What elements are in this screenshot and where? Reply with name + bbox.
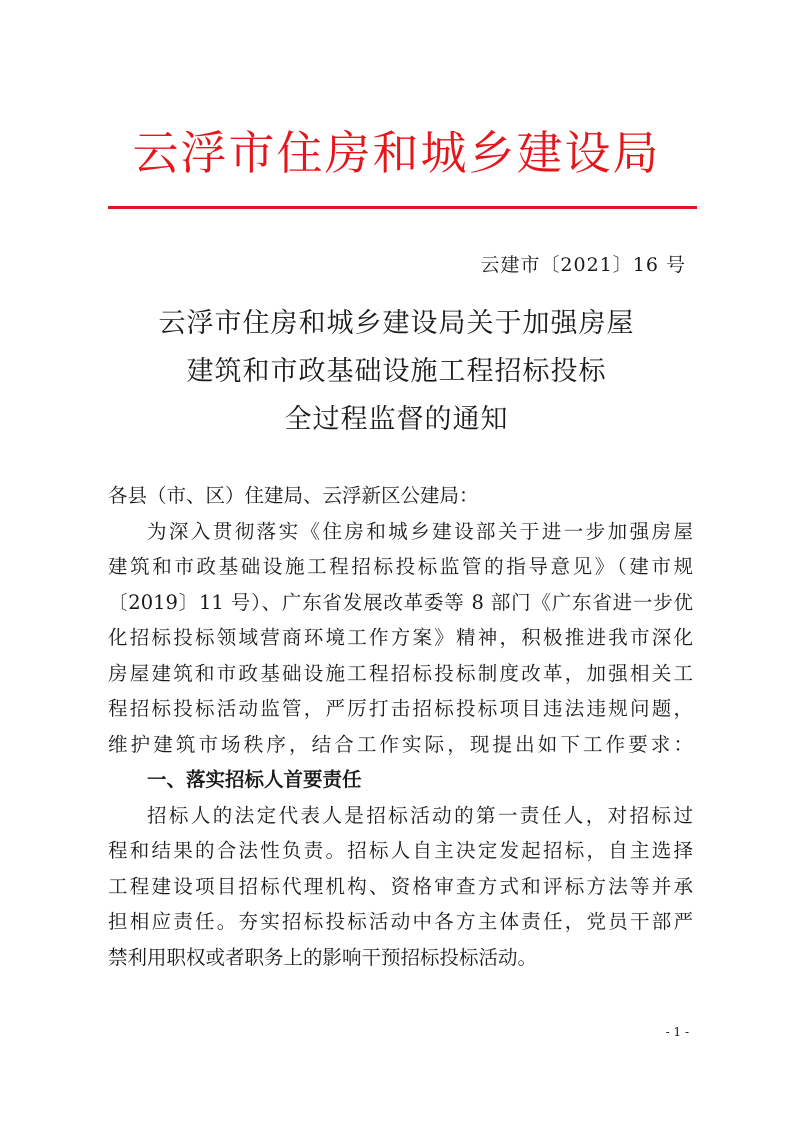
document-body [108,478,693,975]
document-title-line: 全过程监督的通知 [284,404,509,435]
document-title-line: 云浮市住房和城乡建设局关于加强房屋 [158,308,635,339]
intro-paragraph-line: 程招标投标活动监管，严厉打击招标投标项目违法违规问题， [108,697,693,720]
salutation: 各县（市、区）住建局、云浮新区公建局： [108,484,479,507]
intro-paragraph-line: 〔2019〕11 号）、广东省发展改革委等 8 部门《广东省进一步优 [108,590,693,614]
document-number: 云建市〔2021〕16 号 [480,254,686,276]
intro-paragraph-line: 房屋建筑和市政基础设施工程招标投标制度改革，加强相关工 [108,661,693,685]
page-number: - 1 - [665,1025,689,1039]
red-divider-line [108,206,697,209]
section-paragraph-line: 招标人的法定代表人是招标活动的第一责任人，对招标过 [147,803,693,827]
section-paragraph-line: 担相应责任。夯实招标投标活动中各方主体责任，党员干部严 [108,910,693,933]
intro-paragraph-line: 化招标投标领域营商环境工作方案》精神，积极推进我市深化 [108,626,693,649]
intro-paragraph-line: 为深入贯彻落实《住房和城乡建设部关于进一步加强房屋 [147,519,693,543]
issuing-authority-header: 云浮市住房和城乡建设局 [132,126,661,180]
section-heading: 一、落实招标人首要责任 [147,768,362,791]
section-paragraph-line: 工程建设项目招标代理机构、资格审查方式和评标方法等并承 [108,874,693,898]
intro-paragraph-line: 维护建筑市场秩序，结合工作实际，现提出如下工作要求： [108,732,693,756]
document-title-line: 建筑和市政基础设施工程招标投标 [186,356,607,387]
section-paragraph-line: 程和结果的合法性负责。招标人自主决定发起招标，自主选择 [108,839,693,862]
intro-paragraph-line: 建筑和市政基础设施工程招标投标监管的指导意见》（建市规 [108,555,693,578]
document-title [0,300,793,444]
section-paragraph-line: 禁利用职权或者职务上的影响干预招标投标活动。 [108,945,538,969]
